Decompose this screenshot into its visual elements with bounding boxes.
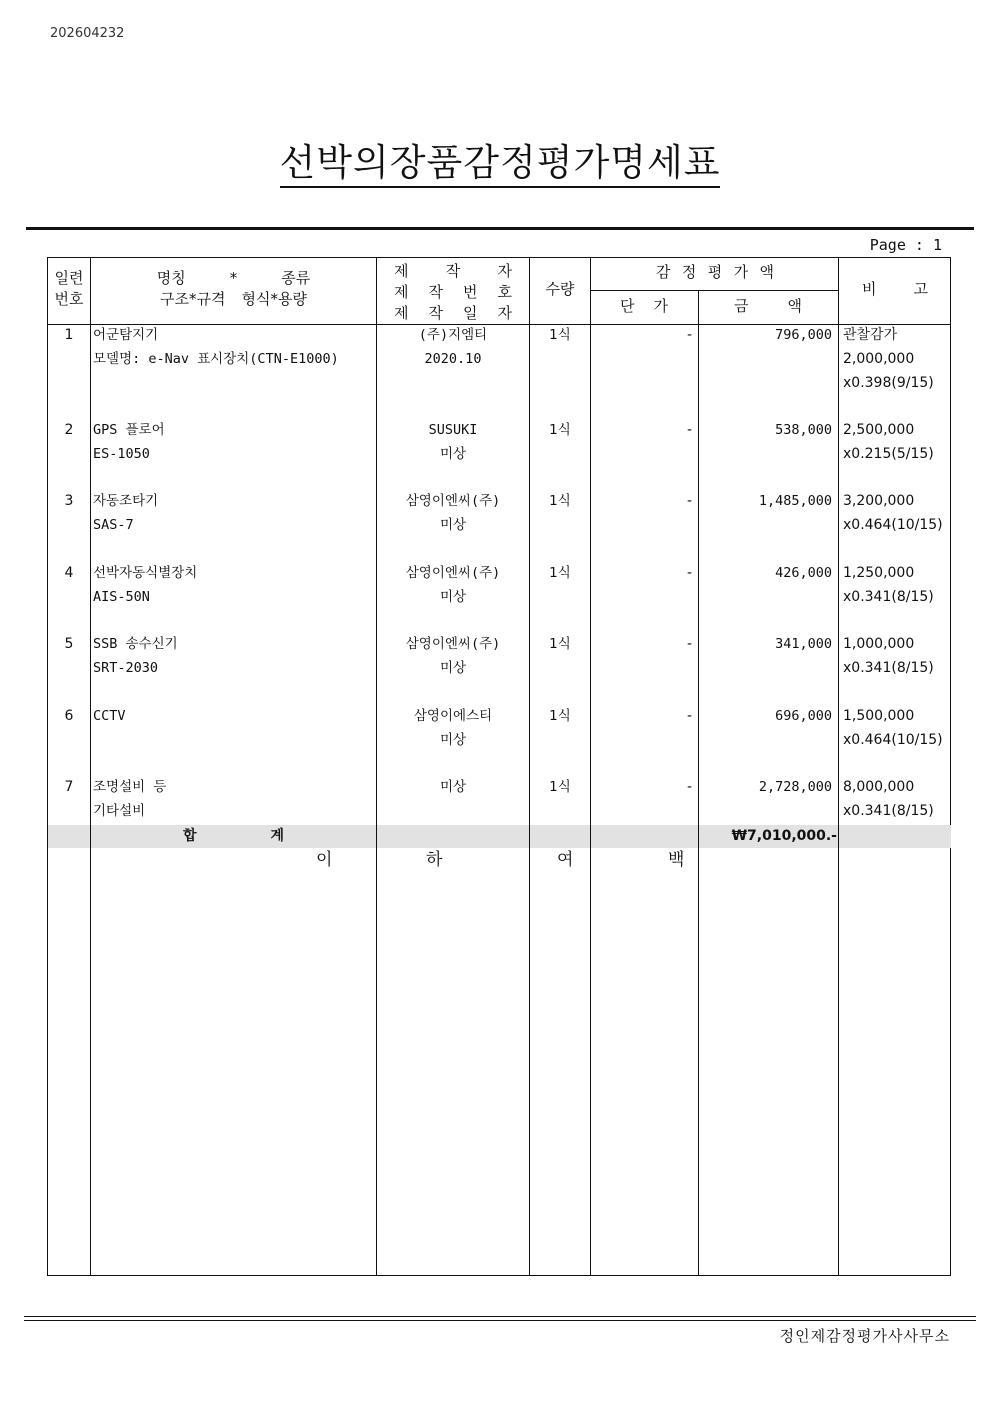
closing-mark: 이	[316, 850, 333, 870]
quantity: 1식	[549, 493, 571, 509]
remark: 관찰감가 2,000,000 x0.398(9/15)	[843, 327, 934, 391]
item-name: 선박자동식별장치 AIS-50N	[93, 565, 198, 605]
page-number: Page : 1	[869, 236, 942, 254]
row-no: 2	[64, 422, 74, 438]
header-appraisal: 감 정 평 가 액	[656, 263, 774, 281]
closing-mark: 하	[426, 850, 443, 870]
amount: 2,728,000	[758, 779, 832, 795]
maker: (주)지엠티 2020.10	[418, 327, 488, 367]
col-divider	[590, 825, 591, 848]
item-name: 자동조타기 SAS-7	[93, 493, 159, 533]
maker: 미상	[439, 779, 467, 795]
maker: 삼영이엔씨(주) 미상	[405, 493, 501, 533]
unit-price: -	[686, 327, 692, 343]
header-remark: 비 고	[862, 280, 928, 298]
row-no: 5	[64, 636, 74, 652]
row-no: 7	[64, 779, 74, 795]
quantity: 1식	[549, 327, 571, 343]
remark: 1,000,000 x0.341(8/15)	[843, 636, 934, 676]
row-no: 3	[64, 493, 74, 509]
maker: 삼영이에스티 미상	[413, 708, 493, 748]
unit-price: -	[686, 422, 692, 438]
col-divider	[590, 257, 591, 1276]
quantity: 1식	[549, 636, 571, 652]
unit-price: -	[686, 565, 692, 581]
quantity: 1식	[549, 565, 571, 581]
item-name: SSB 송수신기 SRT-2030	[93, 636, 178, 676]
col-divider	[529, 257, 530, 1276]
appraisal-table	[47, 257, 951, 1276]
item-name: CCTV	[93, 708, 126, 724]
total-amount: ₩7,010,000.-	[731, 828, 837, 844]
item-name: 조명설비 등 기타설비	[93, 779, 167, 819]
bottom-rule	[24, 1320, 976, 1321]
office-name: 정인제감정평가사사무소	[779, 1327, 950, 1345]
maker: 삼영이엔씨(주) 미상	[405, 565, 501, 605]
amount: 796,000	[775, 327, 832, 343]
remark: 1,500,000 x0.464(10/15)	[843, 708, 943, 748]
unit-price: -	[686, 636, 692, 652]
unit-price: -	[686, 493, 692, 509]
amount: 696,000	[775, 708, 832, 724]
page-title: 선박의장품감정평가명세표	[0, 132, 1000, 186]
amount: 1,485,000	[758, 493, 832, 509]
document-id: 202604232	[50, 26, 125, 41]
top-rule	[26, 227, 974, 230]
row-no: 6	[64, 708, 74, 724]
maker: 삼영이엔씨(주) 미상	[405, 636, 501, 676]
col-divider	[376, 257, 377, 1276]
amount: 426,000	[775, 565, 832, 581]
col-divider	[838, 825, 839, 848]
remark: 1,250,000 x0.341(8/15)	[843, 565, 934, 605]
closing-mark: 여	[557, 850, 574, 870]
quantity: 1식	[549, 708, 571, 724]
header-amount: 금 액	[734, 297, 802, 315]
remark: 8,000,000 x0.341(8/15)	[843, 779, 934, 819]
bottom-rule	[24, 1316, 976, 1317]
total-label: 합 계	[182, 828, 285, 844]
col-divider	[529, 825, 530, 848]
row-no: 4	[64, 565, 74, 581]
col-divider	[90, 257, 91, 1276]
maker: SUSUKI 미상	[428, 422, 478, 462]
header-subdivider	[590, 290, 838, 291]
closing-mark: 백	[668, 850, 685, 870]
remark: 2,500,000 x0.215(5/15)	[843, 422, 934, 462]
remark: 3,200,000 x0.464(10/15)	[843, 493, 943, 533]
amount: 538,000	[775, 422, 832, 438]
col-divider	[838, 257, 839, 1276]
unit-price: -	[686, 779, 692, 795]
header-maker: 제 작 자 제 작 번 호 제 작 일 자	[394, 262, 512, 322]
quantity: 1식	[549, 779, 571, 795]
header-unit-price: 단 가	[620, 297, 668, 315]
header-qty: 수량	[545, 280, 575, 298]
item-name: GPS 플로어 ES-1050	[93, 422, 165, 462]
unit-price: -	[686, 708, 692, 724]
row-no: 1	[64, 327, 74, 343]
header-seq: 일련 번호	[54, 269, 84, 308]
quantity: 1식	[549, 422, 571, 438]
item-name: 어군탐지기 모델명: e-Nav 표시장치(CTN-E1000)	[93, 327, 339, 367]
header-name: 명칭 * 종류 구조*규격 형식*용량	[156, 269, 311, 308]
col-divider	[376, 825, 377, 848]
amount: 341,000	[775, 636, 832, 652]
